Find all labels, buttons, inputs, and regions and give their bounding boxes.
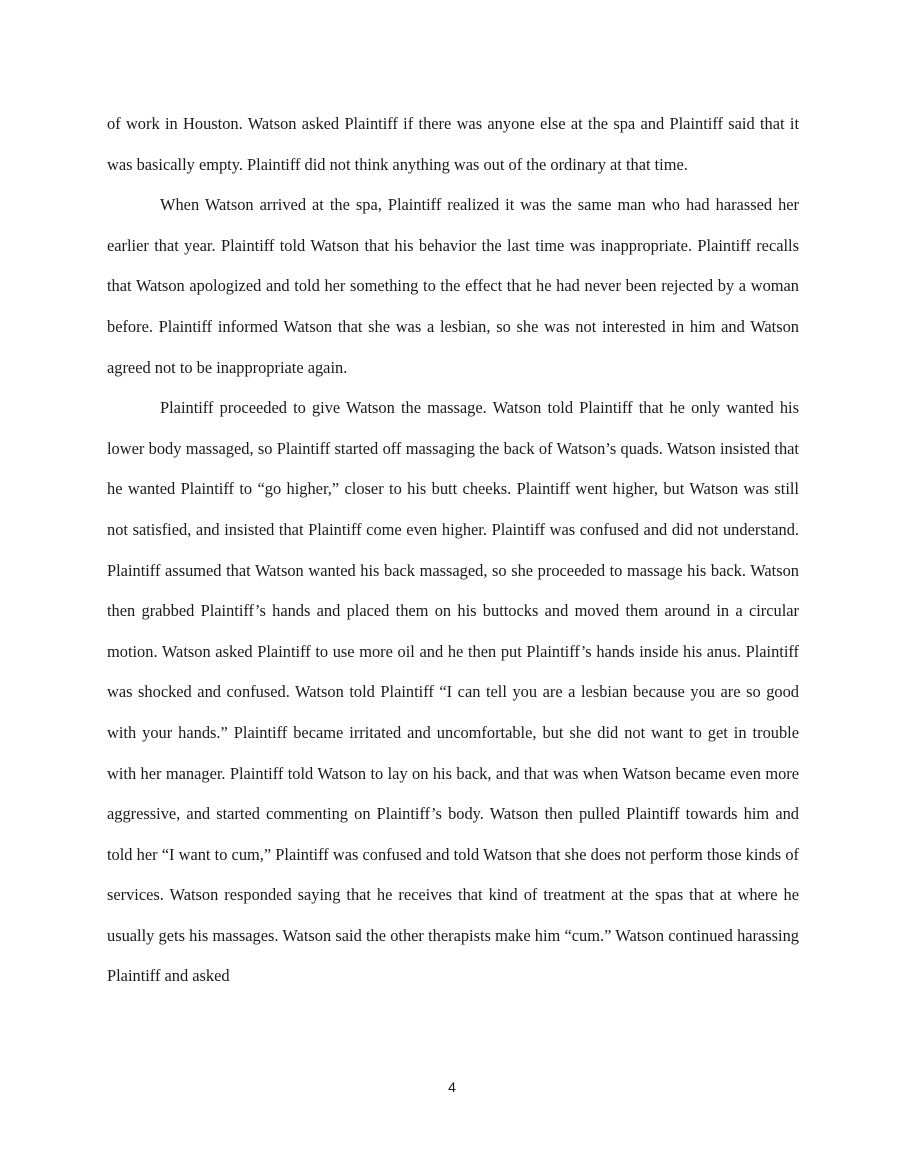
paragraph-arrival: When Watson arrived at the spa, Plaintiff realized it was the same man who had harassed her earlier that year. Plaintiff told Watson that his behavior the last time was inappropriate. Plaintiff recalls that Watson apologized and told her something to the effect that he had never been rejected by a woman before. Plaintiff informed Watson that she was a lesbian, so she was not interested in him and Watson agreed not to be inappropriate again. [107, 195, 799, 377]
paragraph-massage: Plaintiff proceeded to give Watson the massage. Watson told Plaintiff that he only wanted his lower body massaged, so Plaintiff started off massaging the back of Watson’s quads. Watson insisted that he wanted Plaintiff to “go higher,” closer to his butt cheeks. Plaintiff went higher, but Watson was still not satisfied, and insisted that Plaintiff come even higher. Plaintiff was confused and did not understand. Plaintiff assumed that Watson wanted his back massaged, so she proceeded to massage his back. Watson then grabbed Plaintiff’s hands and placed them on his buttocks and moved them around in a circular motion. Watson asked Plaintiff to use more oil and he then put Plaintiff’s hands inside his anus. Plaintiff was shocked and confused. Watson told Plaintiff “I can tell you are a lesbian because you are so good with your hands.” Plaintiff became irritated and uncomfortable, but she did not want to get in trouble with her manager. Plaintiff told Watson to lay on his back, and that was when Watson became even more aggressive, and started commenting on Plaintiff’s body. Watson then pulled Plaintiff towards him and told her “I want to cum,” Plaintiff was confused and told Watson that she does not perform those kinds of services. Watson responded saying that he receives that kind of treatment at the spas that at where he usually gets his massages. Watson said the other therapists make him “cum.” Watson continued harassing Plaintiff and asked [107, 398, 799, 986]
document-body [107, 104, 799, 997]
page-number: 4 [448, 1079, 456, 1095]
paragraph-continuation: of work in Houston. Watson asked Plaintiff if there was anyone else at the spa and Plaintiff said that it was basically empty. Plaintiff did not think anything was out of the ordinary at that time. [107, 114, 799, 174]
